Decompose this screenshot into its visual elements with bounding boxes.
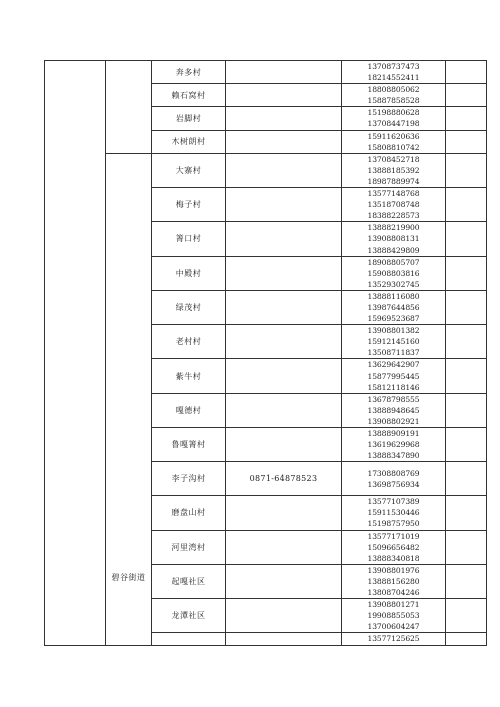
street-cell-top bbox=[106, 61, 152, 154]
contact-table bbox=[44, 60, 487, 646]
phone-cell bbox=[342, 290, 446, 324]
phone-number: 13908802921 bbox=[367, 416, 420, 426]
hotline-cell bbox=[226, 107, 342, 130]
phone-number: 13619629968 bbox=[367, 440, 420, 450]
empty-cell bbox=[446, 393, 487, 427]
hotline-cell bbox=[226, 496, 342, 530]
phone-number: 15812118146 bbox=[367, 382, 420, 392]
village-name: 木树朗村 bbox=[152, 130, 226, 153]
phone-cell bbox=[342, 325, 446, 359]
empty-cell bbox=[446, 599, 487, 633]
phone-number: 13888948645 bbox=[367, 405, 420, 415]
phone-cell bbox=[342, 496, 446, 530]
phone-number: 13518708748 bbox=[367, 200, 420, 210]
hotline-cell bbox=[226, 61, 342, 84]
village-name: 鲁嘎箐村 bbox=[152, 428, 226, 462]
hotline-cell bbox=[226, 84, 342, 107]
phone-number: 13888185392 bbox=[367, 165, 420, 175]
empty-cell bbox=[446, 84, 487, 107]
phone-number: 15877995445 bbox=[367, 371, 420, 381]
phone-cell bbox=[342, 599, 446, 633]
phone-number: 13577148768 bbox=[367, 189, 420, 199]
phone-number: 13529302745 bbox=[367, 279, 420, 289]
phone-cell bbox=[342, 359, 446, 393]
phone-number: 15911530446 bbox=[367, 508, 420, 518]
hotline-cell bbox=[226, 325, 342, 359]
phone-number: 13698756934 bbox=[367, 479, 420, 489]
empty-cell bbox=[446, 530, 487, 564]
phone-cell bbox=[342, 84, 446, 107]
phone-number: 13708447198 bbox=[367, 119, 420, 129]
phone-number: 18214552411 bbox=[367, 73, 420, 83]
phone-number: 15908803816 bbox=[367, 268, 420, 278]
hotline-cell bbox=[226, 633, 342, 645]
phone-number: 13888909191 bbox=[367, 429, 420, 438]
village-name: 中殿村 bbox=[152, 256, 226, 290]
village-name: 老村村 bbox=[152, 325, 226, 359]
hotline-cell bbox=[226, 359, 342, 393]
phone-number: 13708452718 bbox=[367, 154, 420, 164]
village-name: 嘎德村 bbox=[152, 393, 226, 427]
empty-cell bbox=[446, 496, 487, 530]
phone-number: 19908855053 bbox=[367, 611, 420, 621]
phone-number: 13577125625 bbox=[367, 634, 420, 644]
phone-number: 13908801382 bbox=[367, 326, 420, 336]
phone-cell bbox=[342, 222, 446, 256]
village-name: 箐口村 bbox=[152, 222, 226, 256]
village-name: 起嘎社区 bbox=[152, 564, 226, 598]
table-row bbox=[45, 153, 487, 187]
phone-cell bbox=[342, 130, 446, 153]
phone-number: 13577107389 bbox=[367, 497, 420, 507]
hotline-cell bbox=[226, 153, 342, 187]
village-name: 岩脚村 bbox=[152, 107, 226, 130]
village-name bbox=[152, 633, 226, 645]
phone-number: 15912145160 bbox=[367, 337, 420, 347]
phone-number: 13888340818 bbox=[367, 553, 420, 563]
phone-number: 13808704246 bbox=[367, 588, 420, 598]
empty-cell bbox=[446, 325, 487, 359]
phone-number: 13577171019 bbox=[367, 531, 420, 541]
phone-number: 15096656482 bbox=[367, 542, 420, 552]
phone-number: 13700604247 bbox=[367, 622, 420, 632]
empty-cell bbox=[446, 290, 487, 324]
village-name: 梅子村 bbox=[152, 188, 226, 222]
phone-number: 15198757950 bbox=[367, 519, 420, 529]
phone-number: 13888156280 bbox=[367, 576, 420, 586]
phone-number: 13908801271 bbox=[367, 600, 420, 610]
village-name: 磨盘山村 bbox=[152, 496, 226, 530]
phone-number: 13888429809 bbox=[367, 245, 420, 255]
empty-cell bbox=[446, 153, 487, 187]
phone-cell bbox=[342, 462, 446, 496]
empty-cell bbox=[446, 222, 487, 256]
empty-cell bbox=[446, 359, 487, 393]
hotline-cell bbox=[226, 188, 342, 222]
phone-number: 13908801976 bbox=[367, 565, 420, 575]
hotline-cell bbox=[226, 599, 342, 633]
phone-number: 13987644856 bbox=[367, 302, 420, 312]
empty-cell bbox=[446, 564, 487, 598]
village-name: 紫牛村 bbox=[152, 359, 226, 393]
phone-number: 13629642907 bbox=[367, 360, 420, 370]
phone-number: 15887858528 bbox=[367, 96, 420, 106]
village-name: 大寨村 bbox=[152, 153, 226, 187]
phone-number: 15198880628 bbox=[367, 108, 420, 118]
phone-number: 18808805062 bbox=[367, 85, 420, 95]
phone-number: 13888116080 bbox=[367, 291, 420, 301]
phone-number: 13508711837 bbox=[367, 348, 420, 358]
phone-cell bbox=[342, 530, 446, 564]
empty-cell bbox=[45, 61, 106, 646]
village-name: 奔多村 bbox=[152, 61, 226, 84]
empty-cell bbox=[446, 462, 487, 496]
hotline-cell bbox=[226, 222, 342, 256]
hotline-cell bbox=[226, 564, 342, 598]
phone-cell bbox=[342, 107, 446, 130]
phone-number: 15808810742 bbox=[367, 142, 420, 152]
empty-cell bbox=[446, 256, 487, 290]
table-row bbox=[45, 61, 487, 84]
empty-cell bbox=[446, 633, 487, 645]
phone-cell bbox=[342, 564, 446, 598]
phone-number: 15969523687 bbox=[367, 314, 420, 324]
phone-number: 13708737473 bbox=[367, 62, 420, 71]
phone-number: 18388228573 bbox=[367, 211, 420, 221]
street-name: 碧谷街道 bbox=[106, 153, 152, 645]
phone-number: 18987889974 bbox=[367, 176, 420, 186]
hotline-cell bbox=[226, 130, 342, 153]
village-name: 赖石窝村 bbox=[152, 84, 226, 107]
phone-cell bbox=[342, 188, 446, 222]
village-name: 龙潭社区 bbox=[152, 599, 226, 633]
phone-number: 13888347890 bbox=[367, 451, 420, 461]
phone-cell bbox=[342, 61, 446, 84]
phone-number: 13908808131 bbox=[367, 234, 420, 244]
phone-number: 18908805707 bbox=[367, 257, 420, 267]
empty-cell bbox=[446, 188, 487, 222]
phone-number: 15911620636 bbox=[367, 131, 420, 141]
village-name: 绿茂村 bbox=[152, 290, 226, 324]
phone-cell bbox=[342, 393, 446, 427]
village-name: 河里湾村 bbox=[152, 530, 226, 564]
phone-cell bbox=[342, 633, 446, 645]
hotline-cell bbox=[226, 428, 342, 462]
phone-number: 17308808769 bbox=[367, 468, 420, 478]
empty-cell bbox=[446, 107, 487, 130]
empty-cell bbox=[446, 61, 487, 84]
hotline-cell bbox=[226, 393, 342, 427]
phone-cell bbox=[342, 428, 446, 462]
hotline-cell bbox=[226, 290, 342, 324]
empty-cell bbox=[446, 428, 487, 462]
phone-number: 13678798555 bbox=[367, 394, 420, 404]
hotline-cell bbox=[226, 530, 342, 564]
phone-number: 13888219900 bbox=[367, 223, 420, 233]
phone-cell bbox=[342, 153, 446, 187]
village-name: 李子沟村 bbox=[152, 462, 226, 496]
hotline-number: 0871-64878523 bbox=[226, 462, 342, 496]
hotline-cell bbox=[226, 256, 342, 290]
phone-cell bbox=[342, 256, 446, 290]
empty-cell bbox=[446, 130, 487, 153]
